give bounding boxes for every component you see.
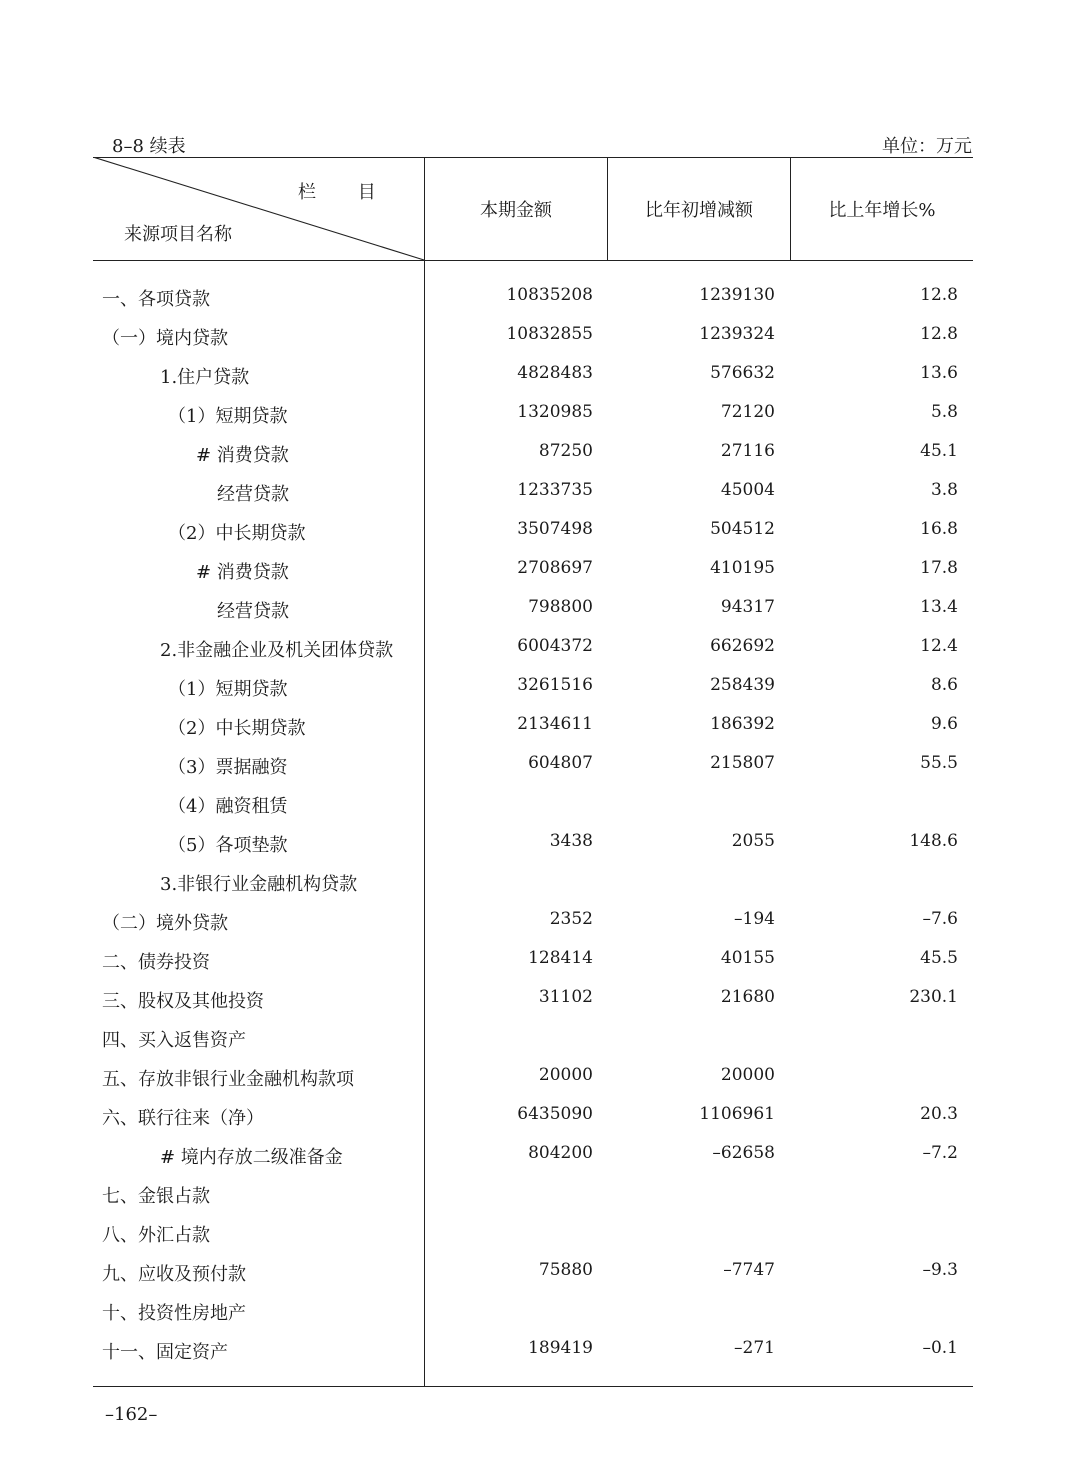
table-row — [0, 675, 1074, 714]
table-row — [0, 1143, 1074, 1182]
table-row — [0, 909, 1074, 948]
cell-change: –62658 — [712, 1143, 775, 1163]
cell-growth: 5.8 — [930, 402, 958, 422]
table-row — [0, 597, 1074, 636]
row-label: （二）境外贷款 — [102, 913, 228, 934]
row-label: 一、各项贷款 — [102, 289, 210, 310]
row-label: （4）融资租赁 — [168, 796, 288, 817]
row-label: 2.非金融企业及机关团体贷款 — [160, 640, 394, 661]
row-label: 经营贷款 — [217, 601, 289, 622]
table-row — [0, 480, 1074, 519]
cell-change: 576632 — [710, 363, 775, 383]
row-label: # 消费贷款 — [196, 445, 289, 466]
table-row — [0, 402, 1074, 441]
cell-growth: 20.3 — [920, 1104, 958, 1124]
table-row — [0, 1338, 1074, 1377]
row-label: （一）境内贷款 — [102, 328, 228, 349]
table-row — [0, 987, 1074, 1026]
cell-change: 410195 — [710, 558, 775, 578]
cell-change: 504512 — [710, 519, 775, 539]
row-label: 十一、固定资产 — [102, 1342, 228, 1363]
cell-growth: –7.6 — [922, 909, 958, 929]
cell-growth: –9.3 — [922, 1260, 958, 1280]
cell-change: –194 — [734, 909, 775, 929]
cell-amount: 4828483 — [517, 363, 593, 383]
cell-change: 1239324 — [699, 324, 775, 344]
cell-amount: 87250 — [538, 441, 593, 461]
column-header-amount: 本期金额 — [480, 200, 552, 221]
row-label: （1）短期贷款 — [168, 406, 288, 427]
table-number: 8–8 续表 — [112, 136, 186, 157]
cell-change: 186392 — [710, 714, 775, 734]
table-bottom-rule — [93, 1386, 973, 1387]
cell-change: 40155 — [720, 948, 775, 968]
table-row — [0, 1182, 1074, 1221]
table-row — [0, 363, 1074, 402]
cell-change: 2055 — [731, 831, 775, 851]
row-label: （3）票据融资 — [168, 757, 288, 778]
cell-growth: 55.5 — [920, 753, 958, 773]
cell-amount: 10835208 — [506, 285, 593, 305]
cell-amount: 1233735 — [517, 480, 593, 500]
row-label: （1）短期贷款 — [168, 679, 288, 700]
cell-change: 20000 — [720, 1065, 775, 1085]
cell-amount: 798800 — [528, 597, 593, 617]
cell-amount: 804200 — [528, 1143, 593, 1163]
row-label: 七、金银占款 — [102, 1186, 210, 1207]
row-label: （2）中长期贷款 — [168, 718, 306, 739]
cell-growth: 45.5 — [920, 948, 958, 968]
unit-label: 单位：万元 — [882, 136, 972, 157]
row-label: 三、股权及其他投资 — [102, 991, 264, 1012]
cell-amount: 2352 — [549, 909, 593, 929]
cell-change: 258439 — [710, 675, 775, 695]
table-row — [0, 1104, 1074, 1143]
cell-change: –7747 — [723, 1260, 775, 1280]
row-label: 四、买入返售资产 — [102, 1030, 246, 1051]
table-row — [0, 870, 1074, 909]
cell-amount: 3261516 — [517, 675, 593, 695]
row-label: （5）各项垫款 — [168, 835, 288, 856]
cell-amount: 75880 — [538, 1260, 593, 1280]
cell-change: –271 — [734, 1338, 775, 1358]
row-label: 经营贷款 — [217, 484, 289, 505]
table-row — [0, 948, 1074, 987]
cell-change: 1106961 — [699, 1104, 775, 1124]
cell-change: 215807 — [710, 753, 775, 773]
table-row — [0, 519, 1074, 558]
row-label: 六、联行往来（净） — [102, 1108, 264, 1129]
cell-amount: 31102 — [538, 987, 593, 1007]
cell-amount: 2134611 — [517, 714, 593, 734]
cell-growth: 13.4 — [920, 597, 958, 617]
row-label: （2）中长期贷款 — [168, 523, 306, 544]
cell-amount: 3507498 — [517, 519, 593, 539]
cell-change: 45004 — [720, 480, 775, 500]
table-row — [0, 714, 1074, 753]
column-header-growth: 比上年增长% — [828, 200, 936, 221]
cell-growth: 17.8 — [920, 558, 958, 578]
cell-growth: 12.8 — [920, 285, 958, 305]
table-row — [0, 792, 1074, 831]
cell-amount: 20000 — [538, 1065, 593, 1085]
cell-growth: 12.4 — [920, 636, 958, 656]
table-row — [0, 1221, 1074, 1260]
diagonal-header-top-label: 栏 目 — [298, 182, 376, 203]
cell-growth: 8.6 — [930, 675, 958, 695]
cell-growth: 9.6 — [930, 714, 958, 734]
row-label: 五、存放非银行业金融机构款项 — [102, 1069, 354, 1090]
table-row — [0, 1065, 1074, 1104]
table-row — [0, 1026, 1074, 1065]
page-number: –162– — [105, 1404, 158, 1425]
row-label: 十、投资性房地产 — [102, 1303, 246, 1324]
cell-growth: 45.1 — [920, 441, 958, 461]
cell-growth: –7.2 — [922, 1143, 958, 1163]
cell-amount: 189419 — [528, 1338, 593, 1358]
row-label: 1.住户贷款 — [160, 367, 250, 388]
cell-amount: 128414 — [528, 948, 593, 968]
table-row — [0, 831, 1074, 870]
cell-change: 21680 — [720, 987, 775, 1007]
diagonal-header-bottom-label: 来源项目名称 — [124, 224, 232, 245]
cell-change: 662692 — [710, 636, 775, 656]
cell-change: 1239130 — [699, 285, 775, 305]
table-row — [0, 558, 1074, 597]
cell-amount: 1320985 — [517, 402, 593, 422]
table-row — [0, 1260, 1074, 1299]
cell-amount: 604807 — [528, 753, 593, 773]
cell-growth: 13.6 — [920, 363, 958, 383]
cell-amount: 10832855 — [506, 324, 593, 344]
cell-growth: –0.1 — [922, 1338, 958, 1358]
cell-change: 72120 — [720, 402, 775, 422]
cell-growth: 16.8 — [920, 519, 958, 539]
row-label: # 消费贷款 — [196, 562, 289, 583]
table-row — [0, 636, 1074, 675]
table-row — [0, 753, 1074, 792]
cell-change: 94317 — [720, 597, 775, 617]
table-row — [0, 324, 1074, 363]
cell-growth: 230.1 — [909, 987, 958, 1007]
table-row — [0, 1299, 1074, 1338]
cell-change: 27116 — [720, 441, 775, 461]
column-header-change: 比年初增减额 — [645, 200, 753, 221]
cell-amount: 6004372 — [517, 636, 593, 656]
row-label: # 境内存放二级准备金 — [160, 1147, 343, 1168]
row-label: 3.非银行业金融机构贷款 — [160, 874, 358, 895]
row-label: 九、应收及预付款 — [102, 1264, 246, 1285]
cell-growth: 3.8 — [930, 480, 958, 500]
row-label: 二、债券投资 — [102, 952, 210, 973]
cell-amount: 2708697 — [517, 558, 593, 578]
cell-growth: 12.8 — [920, 324, 958, 344]
row-label: 八、外汇占款 — [102, 1225, 210, 1246]
cell-growth: 148.6 — [909, 831, 958, 851]
table-row — [0, 441, 1074, 480]
cell-amount: 6435090 — [517, 1104, 593, 1124]
cell-amount: 3438 — [549, 831, 593, 851]
table-row — [0, 285, 1074, 324]
